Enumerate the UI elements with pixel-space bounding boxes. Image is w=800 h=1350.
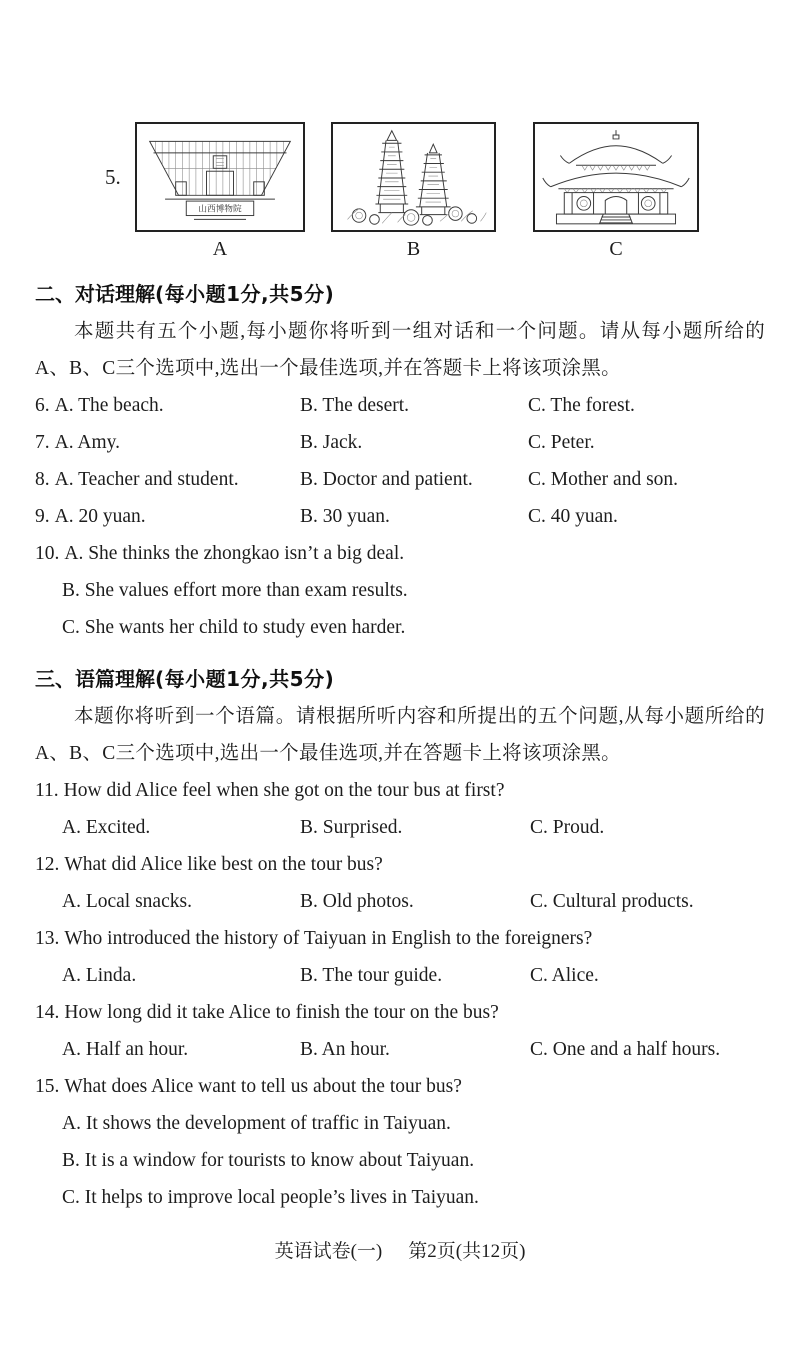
question-9-option-c: C. 40 yuan. xyxy=(528,506,618,527)
figure-option-a xyxy=(135,122,305,261)
question-6-number: 6. xyxy=(35,395,50,416)
section-passage-title: 三、语篇理解 xyxy=(35,667,155,691)
section-dialogue-title: 二、对话理解 xyxy=(35,282,155,306)
question-13-option-a: A. Linda. xyxy=(62,965,137,986)
section-dialogue-score-note: (每小题1分,共5分) xyxy=(155,282,335,306)
question-15-option-b-row xyxy=(35,1142,765,1179)
section-passage-score-note: (每小题1分,共5分) xyxy=(155,667,335,691)
temple-hall-icon xyxy=(535,124,697,230)
question-10-option-c-row xyxy=(35,609,765,646)
figure-option-c xyxy=(533,122,699,261)
question-5-number: 5. xyxy=(105,165,121,189)
question-15-option-a: A. It shows the development of traffic in Taiyuan. xyxy=(62,1113,451,1134)
question-6-option-c: C. The forest. xyxy=(528,395,635,416)
question-10-option-b: B. She values effort more than exam results. xyxy=(62,580,408,601)
question-7-option-a-text: A. Amy. xyxy=(54,432,120,453)
question-14-stem-row xyxy=(35,994,765,1031)
question-5-block xyxy=(35,0,765,261)
question-6-option-a-text: A. The beach. xyxy=(54,395,164,416)
question-7-option-a xyxy=(35,424,300,461)
question-15-option-c: C. It helps to improve local people’s lives in Taiyuan. xyxy=(62,1187,479,1208)
question-11-option-b: B. Surprised. xyxy=(300,817,403,838)
figure-c-box xyxy=(533,122,699,232)
section-dialogue-heading xyxy=(35,275,765,313)
question-8-option-b: B. Doctor and patient. xyxy=(300,469,473,490)
question-14-options-row xyxy=(35,1031,765,1068)
question-11-stem-row xyxy=(35,772,765,809)
question-15-option-c-row xyxy=(35,1179,765,1216)
question-7-option-b: B. Jack. xyxy=(300,432,363,453)
question-8-option-c: C. Mother and son. xyxy=(528,469,679,490)
question-11-options-row xyxy=(35,809,765,846)
question-11-option-a: A. Excited. xyxy=(62,817,151,838)
question-12-option-c: C. Cultural products. xyxy=(530,891,694,912)
question-6-row xyxy=(35,387,765,424)
question-13-option-c: C. Alice. xyxy=(530,965,599,986)
question-7-row xyxy=(35,424,765,461)
figure-b-label: B xyxy=(406,238,421,260)
figure-a-label: A xyxy=(212,238,228,260)
question-12-option-a: A. Local snacks. xyxy=(62,891,192,912)
section-passage-instructions: 本题你将听到一个语篇。请根据所听内容和所提出的五个问题,从每小题所给的A、B、C三个选项中,选出一个最佳选项,并在答题卡上将该项涂黑。 xyxy=(35,706,765,764)
footer-exam-title: 英语试卷(一) xyxy=(274,1241,383,1262)
question-15-option-b: B. It is a window for tourists to know about Taiyuan. xyxy=(62,1150,475,1171)
question-7-number: 7. xyxy=(35,432,50,453)
question-10-option-a-row xyxy=(35,535,765,572)
question-8-row xyxy=(35,461,765,498)
question-13-stem: Who introduced the history of Taiyuan in English to the foreigners? xyxy=(64,928,593,949)
question-8-option-a xyxy=(35,461,300,498)
question-10-number: 10. xyxy=(35,543,60,564)
question-14-option-b: B. An hour. xyxy=(300,1039,390,1060)
question-9-row xyxy=(35,498,765,535)
footer-page-number: 第2页(共12页) xyxy=(408,1241,526,1262)
section-passage-heading xyxy=(35,660,765,698)
question-12-options-row xyxy=(35,883,765,920)
question-14-stem: How long did it take Alice to finish the tour on the bus? xyxy=(64,1002,499,1023)
question-8-number: 8. xyxy=(35,469,50,490)
question-14-option-a: A. Half an hour. xyxy=(62,1039,189,1060)
question-15-stem: What does Alice want to tell us about the tour bus? xyxy=(64,1076,462,1097)
question-8-option-a-text: A. Teacher and student. xyxy=(54,469,239,490)
question-11-option-c: C. Proud. xyxy=(530,817,605,838)
question-7-option-c: C. Peter. xyxy=(528,432,595,453)
question-15-number: 15. xyxy=(35,1076,60,1097)
question-12-stem: What did Alice like best on the tour bus? xyxy=(64,854,383,875)
question-9-option-a-text: A. 20 yuan. xyxy=(54,506,146,527)
twin-pagodas-icon xyxy=(333,124,494,230)
question-14-option-c: C. One and a half hours. xyxy=(530,1039,721,1060)
figure-b-box xyxy=(331,122,496,232)
question-15-stem-row xyxy=(35,1068,765,1105)
page-footer xyxy=(35,1233,765,1270)
question-9-option-a xyxy=(35,498,300,535)
question-13-stem-row xyxy=(35,920,765,957)
question-15-option-a-row xyxy=(35,1105,765,1142)
question-6-option-b: B. The desert. xyxy=(300,395,410,416)
question-13-option-b: B. The tour guide. xyxy=(300,965,443,986)
figure-c-label: C xyxy=(609,238,623,260)
museum-plaque-text: 山西博物院 xyxy=(198,203,242,214)
museum-building-icon xyxy=(137,124,303,230)
figure-a-box xyxy=(135,122,305,232)
question-12-option-b: B. Old photos. xyxy=(300,891,414,912)
question-10-option-c: C. She wants her child to study even harder. xyxy=(62,617,406,638)
question-6-option-a xyxy=(35,387,300,424)
question-11-number: 11. xyxy=(35,780,59,801)
question-10-option-a: A. She thinks the zhongkao isn’t a big deal. xyxy=(64,543,405,564)
question-9-number: 9. xyxy=(35,506,50,527)
question-10-option-b-row xyxy=(35,572,765,609)
question-14-number: 14. xyxy=(35,1002,60,1023)
question-11-stem: How did Alice feel when she got on the tour bus at first? xyxy=(63,780,505,801)
figure-option-b xyxy=(331,122,496,261)
question-13-options-row xyxy=(35,957,765,994)
question-12-stem-row xyxy=(35,846,765,883)
question-9-option-b: B. 30 yuan. xyxy=(300,506,390,527)
question-12-number: 12. xyxy=(35,854,60,875)
section-dialogue-instructions: 本题共有五个小题,每小题你将听到一组对话和一个问题。请从每小题所给的A、B、C三个选项中,选出一个最佳选项,并在答题卡上将该项涂黑。 xyxy=(35,321,765,379)
question-13-number: 13. xyxy=(35,928,60,949)
